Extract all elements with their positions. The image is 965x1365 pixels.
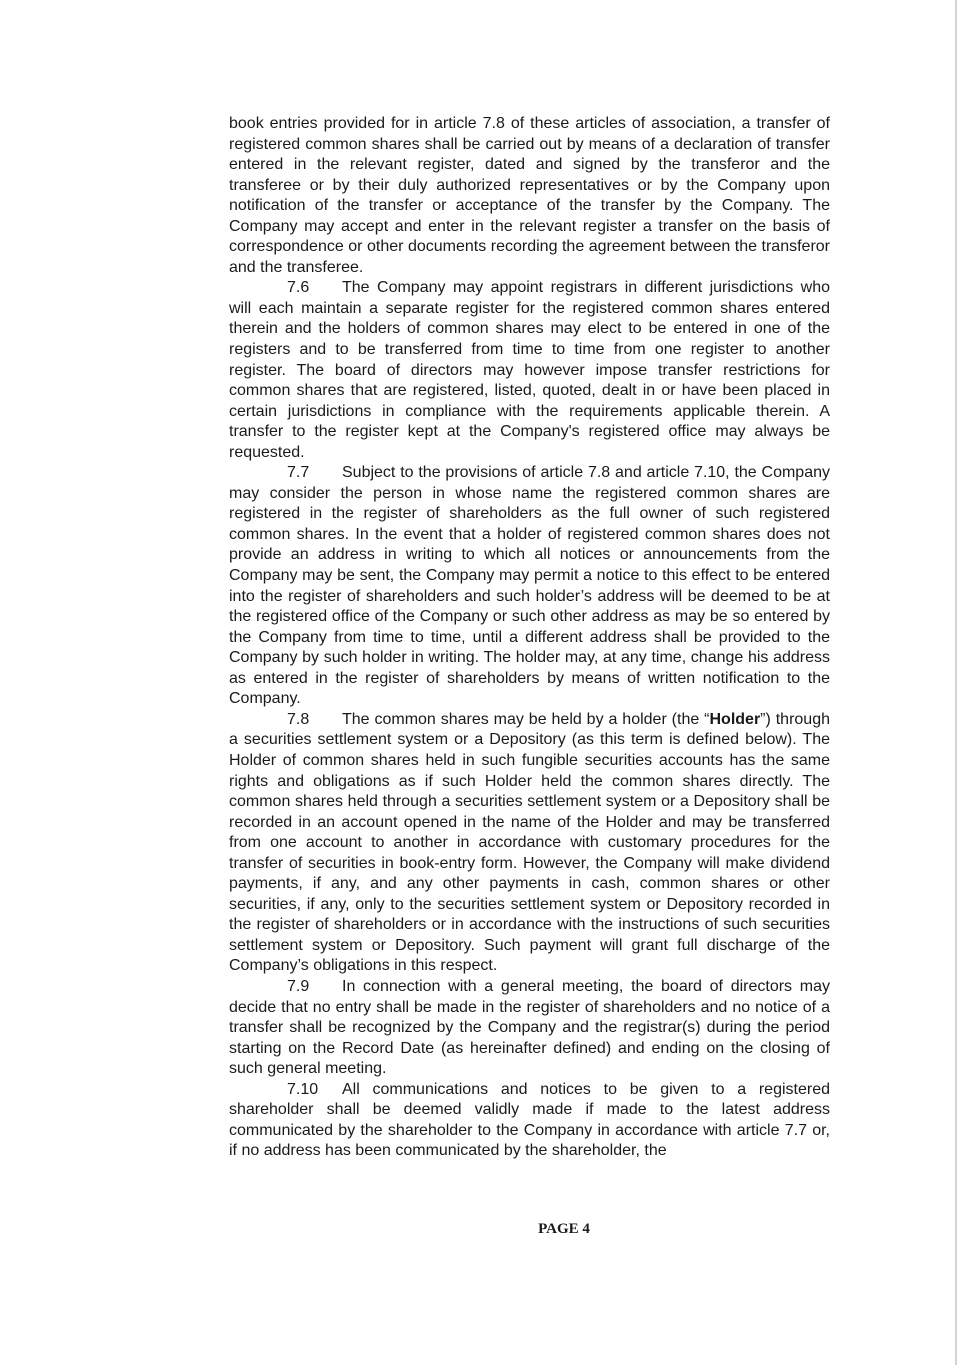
defined-term-holder: Holder xyxy=(709,710,761,728)
section-text-after: ”) through a securities settlement system or a Depository (as this term is defined below). The Holder of common shares held in such fungible securities accounts has the same rights and obligations as if such Holder held the common shares directly. The common shares held through a securities settlement system or a Depository shall be recorded in an account opened in the name of the Holder and may be transferred from one account to another in accordance with customary procedures for the transfer of securities in book-entry form. However, the Company will make dividend payments, if any, and any other payments in cash, common shares or other securities, if any, only to the securities settlement system or Depository recorded in the register of shareholders or in accordance with the instructions of such securities settlement system or Depository. Such payment will grant full discharge of the Company’s obligations in this respect. xyxy=(229,710,831,975)
section-7-6 xyxy=(229,278,830,463)
section-number: 7.8 xyxy=(287,710,310,728)
intro-paragraph: book entries provided for in article 7.8 of these articles of association, a transfer of registered common shares shall be carried out by means of a declaration of transfer entered in the relevant register, dated and signed by the transferor and the transferee or by their duly authorized representatives or by the Company upon notification of the transfer or acceptance of the transfer by the Company. The Company may accept and enter in the relevant register a transfer on the basis of correspondence or other documents recording the agreement between the transferor and the transferee. xyxy=(229,115,830,276)
section-text: All communications and notices to be given to a registered shareholder shall be deemed validly made if made to the latest address communicated by the shareholder to the Company in accordance with article 7.7 or, if no address has been communicated by the shareholder, the xyxy=(229,1080,830,1160)
page-edge-shadow xyxy=(955,0,957,1365)
section-text: The Company may appoint registrars in different jurisdictions who will each maintain a separate register for the registered common shares entered therein and the holders of common shares may elect to be entered in one of the registers and to be transferred from time to time from one register to another register. The board of directors may however impose transfer restrictions for common shares that are registered, listed, quoted, dealt in or have been placed in certain jurisdictions in compliance with the requirements applicable therein. A transfer to the register kept at the Company's registered office may always be requested. xyxy=(229,279,830,461)
section-number: 7.6 xyxy=(287,279,310,297)
section-7-10 xyxy=(229,1080,830,1162)
section-number: 7.10 xyxy=(287,1080,319,1098)
section-7-8 xyxy=(229,710,830,977)
section-text-before: The common shares may be held by a holder (the “ xyxy=(342,710,710,728)
section-7-7 xyxy=(229,463,830,710)
document-body xyxy=(229,114,830,1162)
section-number: 7.9 xyxy=(287,977,310,995)
section-text: In connection with a general meeting, the board of directors may decide that no entry shall be made in the register of shareholders and no notice of a transfer shall be recognized by the Company and the registrar(s) during the period starting on the Record Date (as hereinafter defined) and ending on the closing of such general meeting. xyxy=(229,977,830,1078)
section-number: 7.7 xyxy=(287,464,310,482)
page-number-footer: PAGE 4 xyxy=(538,1221,590,1237)
section-text: Subject to the provisions of article 7.8 and article 7.10, the Company may consider the person in whose name the registered common shares are registered in the register of shareholders as the full owner of such registered common shares. In the event that a holder of registered common shares does not provide an address in writing to which all notices or announcements from the Company may be sent, the Company may permit a notice to this effect to be entered into the register of shareholders and such holder’s address will be deemed to be at the registered office of the Company or such other address as may be so entered by the Company from time to time, until a different address shall be provided to the Company by such holder in writing. The holder may, at any time, change his address as entered in the register of shareholders by means of written notification to the Company. xyxy=(229,464,830,708)
section-7-9 xyxy=(229,977,830,1080)
